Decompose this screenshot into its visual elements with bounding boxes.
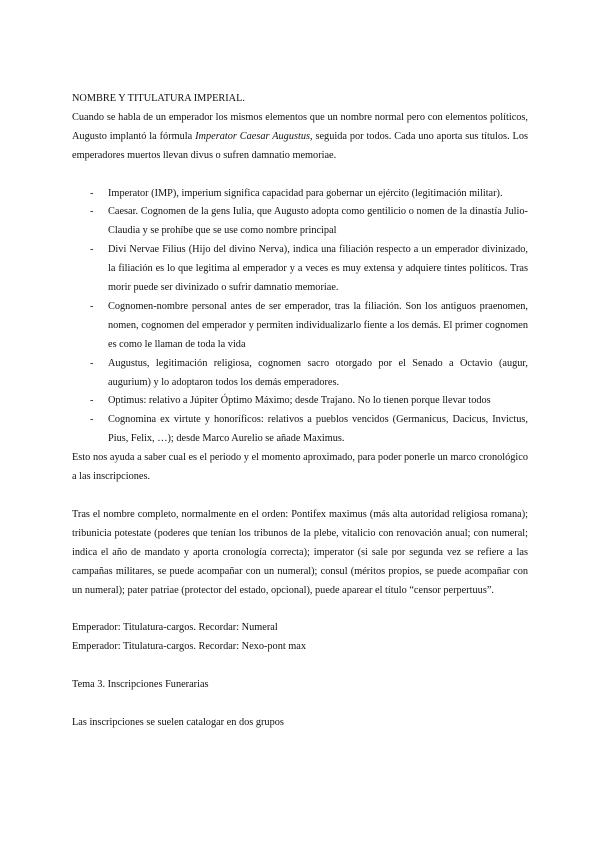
list-item-text: Imperator (IMP), imperium significa capacidad para gobernar un ejército (legitimación militar). (108, 187, 503, 199)
bullet-dash: - (90, 206, 94, 218)
list-item-text: Divi Nervae Filius (Hijo del divino Nerva), indica una filiación respecto a un emperador divinizado, la filiación es lo que legitima al emperador y a veces es muy extensa y adquiere tintes políticos. Tras morir puede ser divinizado o sufrir damnatio memoriae. (108, 244, 528, 294)
note-line: Emperador: Titulatura-cargos. Recordar: Nexo-pont max (72, 641, 307, 653)
list-item (72, 203, 528, 241)
bullet-dash: - (90, 187, 94, 199)
imperial-formula: Imperator Caesar Augustus (195, 130, 310, 142)
spacer (72, 695, 528, 714)
bullet-dash: - (90, 300, 94, 312)
spacer (72, 487, 528, 506)
intro-text-after: , seguida por todos. Cada uno aporta sus títulos. Los emperadores muertos llevan divus o sufren damnatio memoriae. (72, 130, 528, 161)
list-item (72, 392, 528, 411)
closing-line: Las inscripciones se suelen catalogar en dos grupos (72, 716, 284, 728)
section-heading: NOMBRE Y TITULATURA IMPERIAL. (72, 93, 245, 104)
intro-text-before: Cuando se habla de un emperador los mismos elementos que un nombre normal pero con elementos políticos, Augusto implantó la fórmula (72, 111, 528, 142)
list-item-text: Cognomina ex virtute y honoríficos: relativos a pueblos vencidos (Germanicus, Dacicus, Invictus, Pius, Felix, …); desde Marco Aurelio se añade Maximus. (108, 414, 528, 445)
intro-paragraph (72, 109, 528, 166)
list-item-text: Caesar. Cognomen de la gens Iulia, que Augusto adopta como gentilicio o nomen de la dinastía Julio-Claudia y se prohíbe que se use como nombre principal (108, 206, 528, 237)
spacer (72, 600, 528, 619)
list-item (72, 298, 528, 355)
bullet-dash: - (90, 395, 94, 407)
note-line: Emperador: Titulatura-cargos. Recordar: Numeral (72, 622, 278, 634)
list-item-text: Optimus: relativo a Júpiter Óptimo Máximo; desde Trajano. No lo tienen porque llevar todos (108, 395, 491, 407)
list-item (72, 355, 528, 393)
bullet-dash: - (90, 244, 94, 256)
spacer (72, 657, 528, 676)
order-paragraph: Tras el nombre completo, normalmente en el orden: Pontifex maximus (más alta autoridad religiosa romana); tribunicia potestate (poderes que tenían los tribunos de la plebe, vitalicio con renovación anual; con numeral; indica el año de mandato y aporta cronología correcta); imperator (si sale por segunda vez se refiere a las campañas militares, se puede acompañar con un numeral); consul (méritos propios, se puede acompañar con un numeral); pater patriae (protector del estado, opcional), puede aparear el título “censor perpertuus”. (72, 508, 528, 596)
bullet-dash: - (90, 414, 94, 426)
bullet-dash: - (90, 357, 94, 369)
document-body (72, 90, 528, 733)
list-item (72, 241, 528, 298)
section-title: Tema 3. Inscripciones Funerarias (72, 679, 209, 691)
after-list-paragraph: Esto nos ayuda a saber cual es el periodo y el momento aproximado, para poder ponerle un marco cronológico a las inscripciones. (72, 452, 528, 483)
list-item (72, 185, 528, 204)
list-item-text: Cognomen-nombre personal antes de ser emperador, tras la filiación. Son los antiguos praenomen, nomen, cognomen del emperador y permiten individualizarlo fiente a los demás. El primer cognomen es como le llaman de toda la vida (108, 300, 528, 350)
titulature-list (72, 185, 528, 450)
list-item (72, 411, 528, 449)
list-item-text: Augustus, legitimación religiosa, cognomen sacro otorgado por el Senado a Octavio (augur, augurium) y lo adoptaron todos los demás emperadores. (108, 357, 528, 388)
spacer (72, 166, 528, 185)
